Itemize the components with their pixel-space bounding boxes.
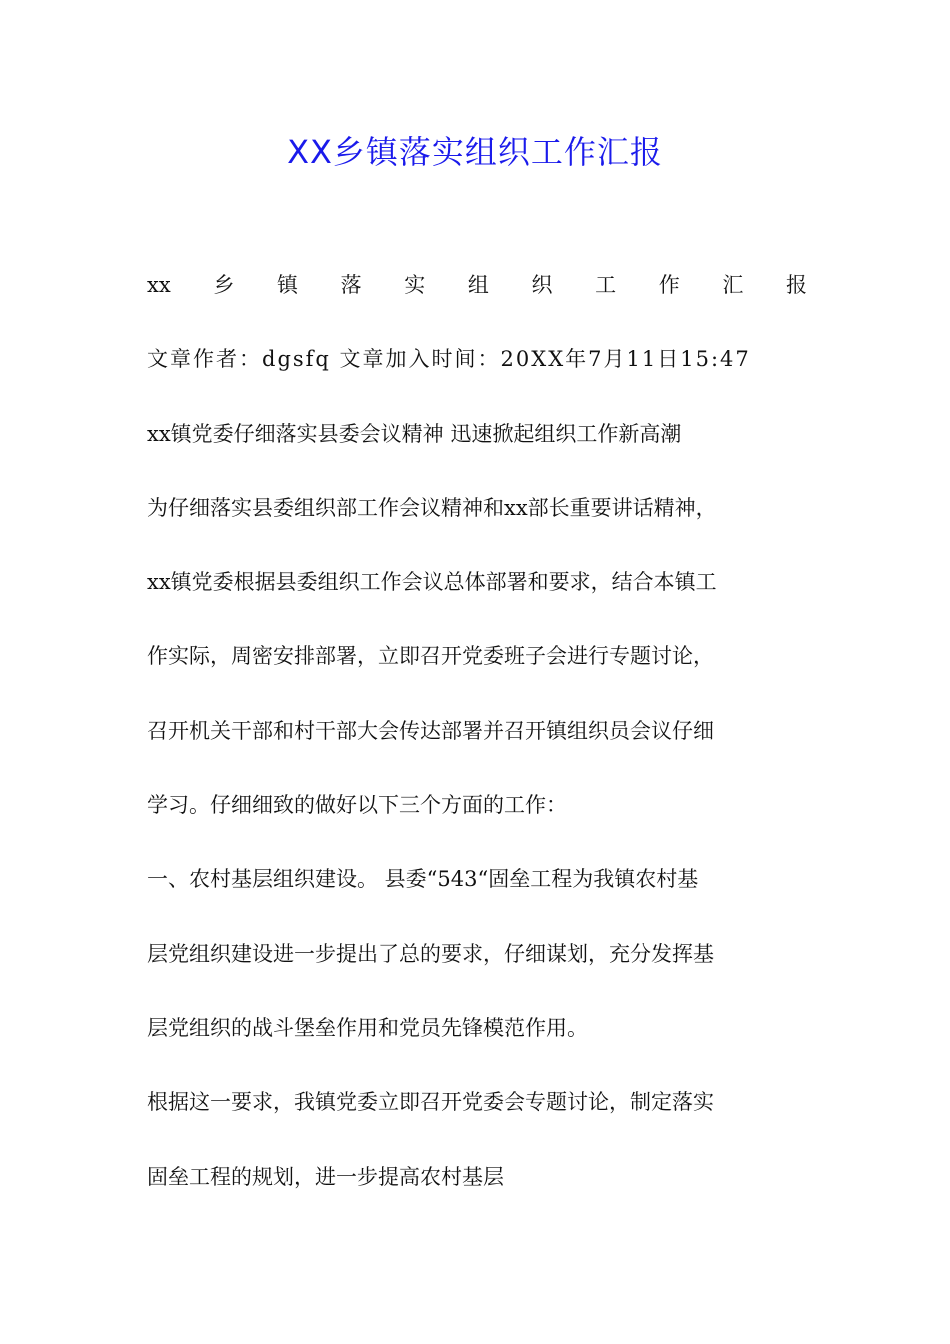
subheading-char: 汇 bbox=[722, 273, 744, 297]
subheading-char: xx bbox=[147, 273, 171, 297]
subheading-char: 报 bbox=[785, 273, 807, 297]
byline: 文章作者：dgsfq 文章加入时间：20XX年7月11日15:47 bbox=[147, 347, 751, 372]
paragraph-line: 学习。仔细细致的做好以下三个方面的工作： bbox=[147, 793, 567, 818]
paragraph-line: 作实际，周密安排部署，立即召开党委班子会进行专题讨论， bbox=[147, 644, 714, 669]
subheading-char: 织 bbox=[531, 273, 553, 297]
paragraph-line: 固垒工程的规划，进一步提高农村基层 bbox=[147, 1164, 504, 1189]
paragraph-line: 层党组织建设进一步提出了总的要求，仔细谋划，充分发挥基 bbox=[147, 941, 714, 966]
subheading-char: 组 bbox=[467, 273, 489, 297]
subheading-char: 实 bbox=[404, 273, 426, 297]
document-body bbox=[147, 262, 807, 1228]
subheading-char: 工 bbox=[595, 273, 617, 297]
article-headline: xx镇党委仔细落实县委会议精神 迅速掀起组织工作新高潮 bbox=[147, 421, 682, 446]
document-title: XX乡镇落实组织工作汇报 bbox=[287, 133, 663, 171]
subheading-line bbox=[147, 262, 807, 336]
subheading-char: 落 bbox=[340, 273, 362, 297]
paragraph-line: 召开机关干部和村干部大会传达部署并召开镇组织员会议仔细 bbox=[147, 718, 714, 743]
paragraph-line: 层党组织的战斗堡垒作用和党员先锋模范作用。 bbox=[147, 1015, 588, 1040]
section-heading-line: 一、农村基层组织建设。 县委“543“固垒工程为我镇农村基 bbox=[147, 867, 699, 892]
paragraph-line: 根据这一要求，我镇党委立即召开党委会专题讨论，制定落实 bbox=[147, 1090, 714, 1115]
subheading-char: 镇 bbox=[276, 273, 298, 297]
subheading-char: 乡 bbox=[213, 273, 235, 297]
paragraph-line: 为仔细落实县委组织部工作会议精神和xx部长重要讲话精神， bbox=[147, 495, 717, 520]
subheading-char: 作 bbox=[658, 273, 680, 297]
paragraph-line: xx镇党委根据县委组织工作会议总体部署和要求，结合本镇工 bbox=[147, 570, 717, 595]
